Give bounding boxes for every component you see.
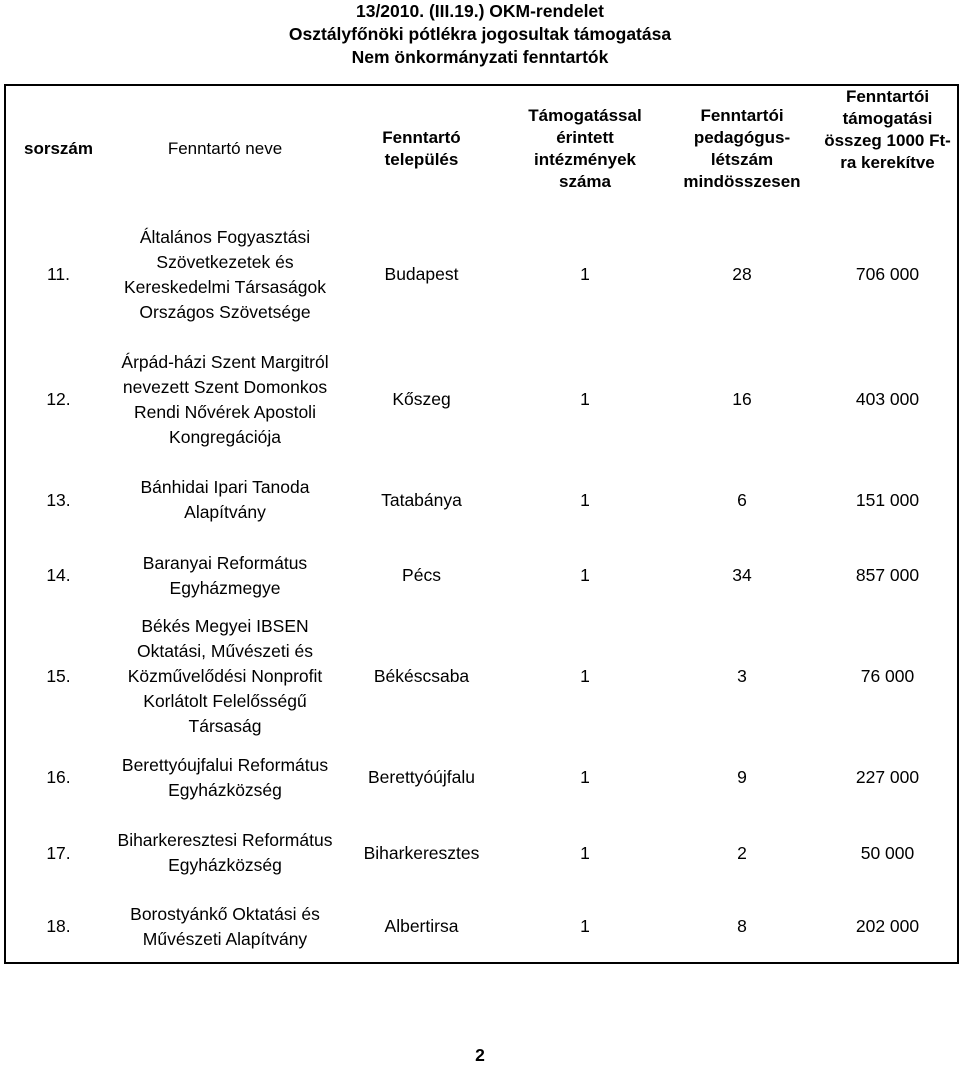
row-number: 16. — [46, 767, 71, 787]
header-sorszam: sorszám — [24, 139, 93, 158]
support-amount: 76 000 — [860, 666, 915, 686]
row-number: 14. — [46, 565, 71, 585]
row-number: 17. — [46, 842, 71, 863]
document-heading — [0, 0, 960, 69]
teacher-count: 34 — [732, 565, 752, 585]
support-amount: 403 000 — [855, 389, 920, 409]
header-city: Fenntartó település — [382, 128, 461, 169]
maintainer-city: Budapest — [384, 264, 459, 284]
row-number: 13. — [46, 489, 71, 510]
table-header-row — [5, 85, 958, 212]
maintainer-city: Biharkeresztes — [363, 842, 480, 863]
maintainer-city: Pécs — [402, 565, 441, 585]
teacher-count: 16 — [732, 389, 752, 409]
header-teachers: Fenntartói pedagógus-létszám mindösszesen — [683, 106, 801, 191]
document-subtitle: Osztályfőnöki pótlékra jogosultak támogatása — [288, 24, 672, 44]
maintainer-city: Kőszeg — [392, 389, 451, 409]
row-number: 11. — [46, 264, 71, 284]
institution-count: 1 — [580, 389, 590, 409]
maintainer-city: Békéscsaba — [373, 666, 470, 686]
support-amount: 50 000 — [860, 842, 915, 863]
row-number: 15. — [46, 666, 71, 686]
teacher-count: 9 — [737, 767, 747, 787]
teacher-count: 6 — [737, 489, 747, 510]
maintainer-name: Baranyai Református Egyházmegye — [142, 552, 308, 598]
page-number: 2 — [475, 1045, 485, 1065]
row-number: 18. — [46, 916, 71, 936]
maintainer-city: Berettyóújfalu — [367, 767, 475, 787]
maintainer-name: Berettyóujfalui Református Egyházközség — [121, 754, 329, 800]
institution-count: 1 — [580, 565, 590, 585]
maintainer-name: Árpád-házi Szent Margitról nevezett Szent Domonkos Rendi Nővérek Apostoli Kongregációja — [121, 351, 329, 447]
teacher-count: 2 — [737, 842, 747, 863]
table-row — [5, 613, 958, 740]
maintainer-name: Általános Fogyasztási Szövetkezetek és Kereskedelmi Társaságok Országos Szövetsége — [124, 226, 326, 322]
maintainer-name: Borostyánkő Oktatási és Művészeti Alapítvány — [130, 903, 320, 949]
support-amount: 706 000 — [855, 264, 920, 284]
support-amount: 227 000 — [855, 767, 920, 787]
teacher-count: 28 — [732, 264, 752, 284]
teacher-count: 3 — [737, 666, 747, 686]
maintainer-name: Biharkeresztesi Református Egyházközség — [117, 830, 333, 875]
support-amount: 857 000 — [855, 565, 920, 585]
maintainer-city: Tatabánya — [381, 489, 462, 510]
regulation-title: 13/2010. (III.19.) OKM-rendelet — [355, 1, 604, 21]
table-row — [5, 212, 958, 337]
table-row — [5, 891, 958, 963]
maintainer-city: Albertirsa — [384, 916, 459, 936]
institution-count: 1 — [580, 666, 590, 686]
table-row — [5, 815, 958, 891]
table-row — [5, 462, 958, 538]
header-institutions: Támogatással érintett intézmények száma — [528, 106, 642, 191]
support-amount: 202 000 — [855, 916, 920, 936]
institution-count: 1 — [580, 264, 590, 284]
table-row — [5, 538, 958, 613]
support-amount: 151 000 — [855, 489, 920, 510]
row-number: 12. — [46, 389, 71, 409]
maintainer-name: Bánhidai Ipari Tanoda Alapítvány — [140, 477, 310, 522]
maintainer-name: Békés Megyei IBSEN Oktatási, Művészeti és Közművelődési Nonprofit Korlátolt Felelősségű Társaság — [127, 616, 323, 736]
institution-count: 1 — [580, 767, 590, 787]
institution-count: 1 — [580, 916, 590, 936]
document-category: Nem önkormányzati fenntartók — [351, 47, 609, 67]
header-name: Fenntartó neve — [167, 139, 283, 158]
table-row — [5, 740, 958, 815]
support-table — [4, 84, 959, 964]
institution-count: 1 — [580, 842, 590, 863]
institution-count: 1 — [580, 489, 590, 510]
header-amount: Fenntartói támogatási összeg 1000 Ft-ra kerekítve — [824, 87, 951, 172]
table-row — [5, 337, 958, 462]
teacher-count: 8 — [737, 916, 747, 936]
